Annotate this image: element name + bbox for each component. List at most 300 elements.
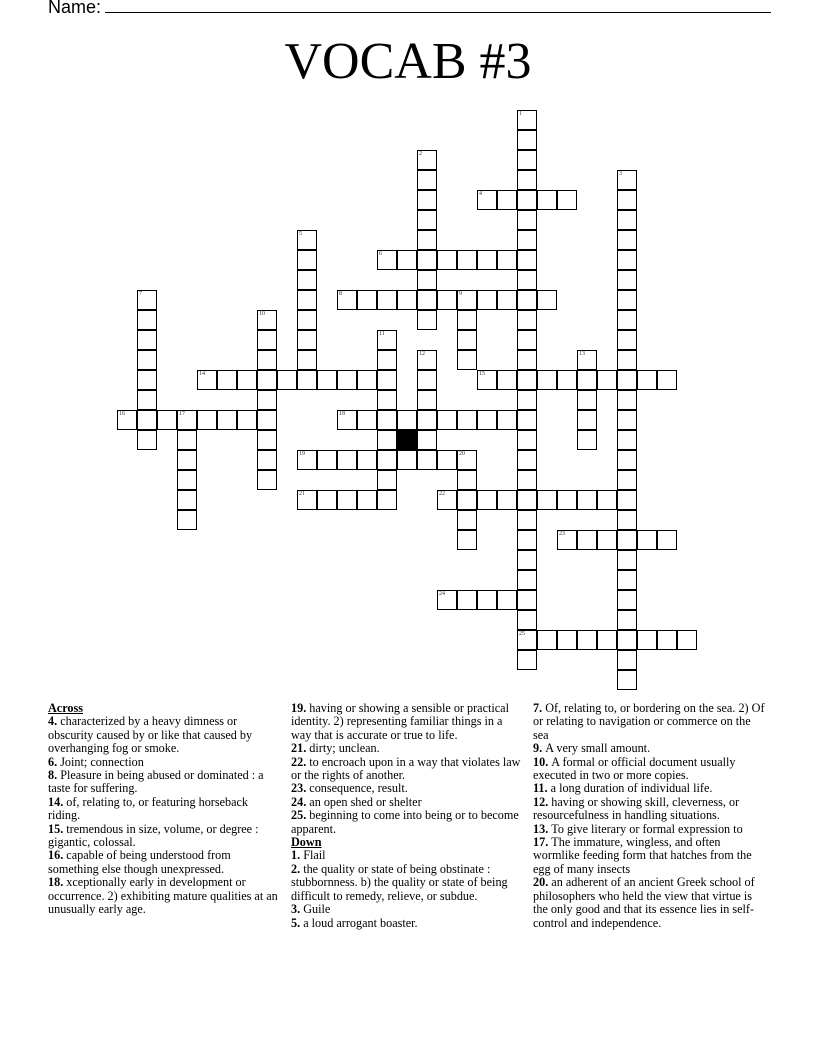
grid-cell[interactable] [137,310,157,330]
grid-cell[interactable] [437,250,457,270]
grid-cell[interactable] [197,410,217,430]
grid-cell[interactable] [517,110,537,130]
grid-cell[interactable] [317,450,337,470]
clue-item [291,796,523,809]
clue-item [533,742,765,755]
clue-number: 7 [139,291,142,297]
grid-cell[interactable] [357,290,377,310]
grid-cell[interactable] [517,230,537,250]
clue-item [291,863,523,903]
grid-cell[interactable] [417,270,437,290]
clue-item-number: 20. [533,875,552,890]
clue-item-text: Pleasure in being abused or dominated : a taste for suffering. [48,768,264,796]
grid-cell[interactable] [297,270,317,290]
clue-number: 14 [199,371,205,377]
grid-cell[interactable] [617,610,637,630]
grid-cell[interactable] [577,350,597,370]
clue-item-text: xceptionally early in development or occurrence. 2) exhibiting mature qualities at an unusually early age. [48,875,278,917]
grid-cell[interactable] [617,250,637,270]
grid-cell[interactable] [617,390,637,410]
grid-cell[interactable] [417,170,437,190]
clue-item-text: consequence, result. [309,781,408,796]
grid-cell[interactable] [517,610,537,630]
grid-cell[interactable] [577,370,597,390]
clue-number: 9 [459,291,462,297]
clue-item-number: 11. [533,781,551,796]
grid-cell[interactable] [517,550,537,570]
grid-cell[interactable] [617,290,637,310]
clue-item-text: A formal or official document usually executed in two or more copies. [533,754,736,783]
grid-cell[interactable] [517,290,537,310]
grid-cell[interactable] [597,530,617,550]
grid-cell[interactable] [517,450,537,470]
grid-cell[interactable] [297,250,317,270]
clue-item-text: of, relating to, or featuring horseback riding. [48,794,249,823]
grid-cell[interactable] [577,410,597,430]
grid-cell[interactable] [637,530,657,550]
grid-cell[interactable] [617,550,637,570]
grid-cell[interactable] [357,410,377,430]
grid-cell[interactable] [257,330,277,350]
grid-cell[interactable] [417,310,437,330]
grid-cell[interactable] [377,370,397,390]
grid-cell[interactable] [417,370,437,390]
grid-cell[interactable] [477,590,497,610]
grid-cell[interactable] [137,410,157,430]
grid-cell[interactable] [617,510,637,530]
grid-cell[interactable] [257,350,277,370]
grid-cell[interactable] [417,410,437,430]
grid-cell[interactable] [477,410,497,430]
clue-item-number: 10. [533,754,552,769]
grid-cell[interactable] [517,490,537,510]
clue-number: 16 [119,411,125,417]
grid-cell[interactable] [637,370,657,390]
grid-cell[interactable] [617,270,637,290]
grid-cell[interactable] [617,630,637,650]
grid-cell[interactable] [517,250,537,270]
grid-cell[interactable] [457,590,477,610]
clue-number: 11 [379,331,385,337]
grid-cell[interactable] [617,350,637,370]
grid-cell[interactable] [657,630,677,650]
grid-cell[interactable] [617,570,637,590]
grid-cell[interactable] [617,590,637,610]
grid-cell[interactable] [477,490,497,510]
grid-cell[interactable] [177,430,197,450]
grid-cell[interactable] [497,590,517,610]
grid-cell[interactable] [317,370,337,390]
grid-cell[interactable] [417,230,437,250]
clue-item [533,876,765,930]
clue-item-text: Flail [303,848,326,863]
grid-cell[interactable] [477,190,497,210]
grid-cell[interactable] [297,330,317,350]
clue-number: 21 [299,491,305,497]
clue-number: 15 [479,371,485,377]
grid-cell[interactable] [477,250,497,270]
grid-cell[interactable] [397,250,417,270]
grid-cell[interactable] [517,590,537,610]
grid-cell[interactable] [417,430,437,450]
clue-item-number: 5. [291,915,304,930]
grid-cell[interactable] [517,150,537,170]
grid-cell[interactable] [297,310,317,330]
clue-number: 1 [519,111,522,117]
grid-cell[interactable] [517,270,537,290]
grid-cell[interactable] [517,190,537,210]
grid-cell[interactable] [237,410,257,430]
clue-item-text: capable of being understood from something else though unexpressed. [48,848,231,876]
grid-cell[interactable] [617,190,637,210]
clue-item-number: 6. [48,754,61,769]
grid-cell[interactable] [457,510,477,530]
grid-cell[interactable] [377,350,397,370]
clue-number: 17 [179,411,185,417]
clue-number: 3 [619,171,622,177]
grid-cell[interactable] [417,450,437,470]
clue-item [48,715,280,755]
grid-cell[interactable] [437,290,457,310]
grid-cell[interactable] [517,650,537,670]
grid-cell[interactable] [457,330,477,350]
grid-cell[interactable] [457,290,477,310]
clue-number: 8 [339,291,342,297]
grid-cell[interactable] [457,450,477,470]
grid-cell[interactable] [297,290,317,310]
clue-item-number: 4. [48,714,61,729]
grid-cell[interactable] [537,490,557,510]
grid-cell[interactable] [617,230,637,250]
clue-column-2 [291,702,523,930]
clue-number: 19 [299,451,305,457]
clue-number: 12 [419,351,425,357]
grid-cell[interactable] [137,290,157,310]
grid-cell[interactable] [257,390,277,410]
grid-cell[interactable] [597,370,617,390]
grid-cell[interactable] [377,330,397,350]
grid-cell[interactable] [437,450,457,470]
grid-cell[interactable] [617,650,637,670]
grid-cell[interactable] [537,630,557,650]
clue-item-number: 19. [291,701,310,715]
grid-cell[interactable] [557,370,577,390]
clue-column-3 [533,702,765,930]
clue-number: 20 [459,451,465,457]
grid-cell[interactable] [557,190,577,210]
clue-item-number: 18. [48,875,67,890]
clue-item [533,796,765,823]
clue-item [291,903,523,916]
clue-item [291,809,523,836]
grid-cell[interactable] [137,350,157,370]
grid-cell[interactable] [397,450,417,470]
grid-cell[interactable] [517,130,537,150]
grid-cell[interactable] [537,290,557,310]
grid-cell[interactable] [377,430,397,450]
clue-item [48,756,280,769]
grid-cell[interactable] [337,450,357,470]
clue-item [533,702,765,742]
grid-cell[interactable] [397,290,417,310]
clue-number: 22 [439,491,445,497]
grid-cell[interactable] [517,630,537,650]
grid-cell[interactable] [617,310,637,330]
grid-cell[interactable] [497,190,517,210]
clue-item-number: 7. [533,701,546,715]
grid-cell[interactable] [237,370,257,390]
grid-cell[interactable] [417,210,437,230]
clue-number: 18 [339,411,345,417]
grid-cell[interactable] [457,310,477,330]
clue-item-text: Of, relating to, or bordering on the sea. 2) Of or relating to navigation or commerce on the sea [533,701,765,742]
grid-cell[interactable] [437,410,457,430]
grid-cell[interactable] [517,330,537,350]
grid-cell[interactable] [497,290,517,310]
grid-cell[interactable] [417,150,437,170]
grid-cell[interactable] [417,390,437,410]
grid-cell[interactable] [337,410,357,430]
grid-cell[interactable] [397,410,417,430]
grid-cell[interactable] [597,490,617,510]
grid-cell[interactable] [177,450,197,470]
grid-cell[interactable] [477,290,497,310]
grid-cell[interactable] [417,290,437,310]
grid-cell[interactable] [257,370,277,390]
black-cell [397,430,417,450]
grid-cell[interactable] [277,370,297,390]
clue-item-number: 22. [291,754,310,769]
grid-cell[interactable] [217,410,237,430]
grid-cell[interactable] [577,630,597,650]
grid-cell[interactable] [637,630,657,650]
grid-cell[interactable] [257,410,277,430]
grid-cell[interactable] [497,410,517,430]
clue-item [533,823,765,836]
clue-item-number: 15. [48,821,67,836]
grid-cell[interactable] [617,470,637,490]
grid-cell[interactable] [517,210,537,230]
clue-item-text: the quality or state of being obstinate : stubbornness. b) the quality or state of being difficult to remedy, relieve, or subdue. [291,861,508,903]
grid-cell[interactable] [617,410,637,430]
grid-cell[interactable] [657,370,677,390]
clue-item [48,796,280,823]
clue-number: 4 [479,191,482,197]
grid-cell[interactable] [617,450,637,470]
clue-item-number: 25. [291,808,310,823]
grid-cell[interactable] [577,530,597,550]
grid-cell[interactable] [357,370,377,390]
grid-cell[interactable] [457,530,477,550]
clue-item-text: having or showing a sensible or practical identity. 2) representing familiar things in a way that is accurate or true to life. [291,701,509,742]
clue-item-text: Guile [303,902,331,917]
across-heading: Across [48,701,83,715]
grid-cell[interactable] [517,310,537,330]
grid-cell[interactable] [157,410,177,430]
clue-item [291,917,523,930]
grid-cell[interactable] [457,350,477,370]
clue-item-text: a loud arrogant boaster. [303,915,418,930]
clue-item [533,756,765,783]
grid-cell[interactable] [617,170,637,190]
clue-item-number: 17. [533,835,552,850]
grid-cell[interactable] [437,490,457,510]
grid-cell[interactable] [357,450,377,470]
clue-number: 10 [259,311,265,317]
clue-item-number: 9. [533,741,546,756]
clue-item-text: characterized by a heavy dimness or obscurity caused by or like that caused by overhanging fog or smoke. [48,714,253,756]
grid-cell[interactable] [457,490,477,510]
clue-item [291,782,523,795]
clue-item-number: 16. [48,848,67,863]
grid-cell[interactable] [477,370,497,390]
grid-cell[interactable] [617,330,637,350]
grid-cell[interactable] [517,350,537,370]
grid-cell[interactable] [297,490,317,510]
grid-cell[interactable] [577,390,597,410]
grid-cell[interactable] [217,370,237,390]
clue-number: 25 [519,631,525,637]
grid-cell[interactable] [177,490,197,510]
grid-cell[interactable] [557,630,577,650]
grid-cell[interactable] [617,490,637,510]
clue-item-text: to encroach upon in a way that violates law or the rights of another. [291,754,521,783]
grid-cell[interactable] [137,330,157,350]
clue-item [291,702,523,742]
grid-cell[interactable] [517,530,537,550]
clue-number: 6 [379,251,382,257]
grid-cell[interactable] [117,410,137,430]
clue-item [291,849,523,862]
clue-number: 5 [299,231,302,237]
clue-item-number: 13. [533,821,552,836]
grid-cell[interactable] [337,370,357,390]
grid-cell[interactable] [437,590,457,610]
grid-cell[interactable] [137,430,157,450]
clue-item-number: 21. [291,741,310,756]
grid-cell[interactable] [497,250,517,270]
grid-cell[interactable] [517,370,537,390]
clue-item [533,836,765,876]
grid-cell[interactable] [517,510,537,530]
grid-cell[interactable] [417,190,437,210]
clue-item-number: 12. [533,794,552,809]
grid-cell[interactable] [617,370,637,390]
clue-item-text: an open shed or shelter [309,794,422,809]
grid-cell[interactable] [677,630,697,650]
grid-cell[interactable] [417,350,437,370]
clue-item-text: A very small amount. [545,741,651,756]
clue-item-text: a long duration of individual life. [550,781,713,796]
grid-cell[interactable] [257,310,277,330]
grid-cell[interactable] [257,470,277,490]
grid-cell[interactable] [657,530,677,550]
grid-cell[interactable] [517,410,537,430]
grid-cell[interactable] [537,190,557,210]
grid-cell[interactable] [337,290,357,310]
grid-cell[interactable] [577,430,597,450]
grid-cell[interactable] [457,410,477,430]
clue-item-text: dirty; unclean. [309,741,380,756]
clue-item-text: tremendous in size, volume, or degree : gigantic, colossal. [48,821,259,850]
grid-cell[interactable] [297,350,317,370]
grid-cell[interactable] [357,490,377,510]
grid-cell[interactable] [457,470,477,490]
grid-cell[interactable] [377,290,397,310]
grid-cell[interactable] [317,490,337,510]
clue-column-1 [48,702,280,917]
grid-cell[interactable] [617,210,637,230]
grid-cell[interactable] [297,370,317,390]
clue-number: 23 [559,531,565,537]
grid-cell[interactable] [517,430,537,450]
grid-cell[interactable] [297,230,317,250]
clue-item-text: an adherent of an ancient Greek school of philosophers who held the view that virtue is the only good and that its essence lies in self-control and independence. [533,875,755,930]
grid-cell[interactable] [177,410,197,430]
grid-cell[interactable] [517,570,537,590]
clue-item [291,756,523,783]
grid-cell[interactable] [497,490,517,510]
grid-cell[interactable] [377,390,397,410]
grid-cell[interactable] [137,390,157,410]
clue-number: 2 [419,151,422,157]
grid-cell[interactable] [577,490,597,510]
grid-cell[interactable] [497,370,517,390]
grid-cell[interactable] [377,490,397,510]
grid-cell[interactable] [137,370,157,390]
grid-cell[interactable] [377,450,397,470]
grid-cell[interactable] [177,470,197,490]
clue-item [48,769,280,796]
grid-cell[interactable] [377,250,397,270]
grid-cell[interactable] [537,370,557,390]
grid-cell[interactable] [517,470,537,490]
grid-cell[interactable] [617,430,637,450]
clue-item-number: 8. [48,768,61,783]
clue-item [48,849,280,876]
clue-item-number: 14. [48,794,67,809]
clue-item-text: Joint; connection [60,754,144,769]
clue-item-text: having or showing skill, cleverness, or resourcefulness in handling situations. [533,794,740,823]
grid-cell[interactable] [177,510,197,530]
grid-cell[interactable] [617,530,637,550]
grid-cell[interactable] [557,490,577,510]
grid-cell[interactable] [257,430,277,450]
clue-item [533,782,765,795]
grid-cell[interactable] [297,450,317,470]
grid-cell[interactable] [457,250,477,270]
grid-cell[interactable] [557,530,577,550]
grid-cell[interactable] [597,630,617,650]
clue-item-text: The immature, wingless, and often wormlike feeding form that hatches from the egg of many insects [533,835,752,876]
grid-cell[interactable] [617,670,637,690]
clue-item-number: 3. [291,902,304,917]
grid-cell[interactable] [337,490,357,510]
clue-item [291,742,523,755]
grid-cell[interactable] [417,250,437,270]
grid-cell[interactable] [517,390,537,410]
grid-cell[interactable] [517,170,537,190]
name-label: Name: [48,0,102,17]
grid-cell[interactable] [197,370,217,390]
clue-number: 24 [439,591,445,597]
clue-item-number: 2. [291,861,304,876]
clue-item-text: beginning to come into being or to become apparent. [291,808,519,836]
grid-cell[interactable] [257,450,277,470]
grid-cell[interactable] [377,410,397,430]
clue-item [48,823,280,850]
grid-cell[interactable] [377,470,397,490]
